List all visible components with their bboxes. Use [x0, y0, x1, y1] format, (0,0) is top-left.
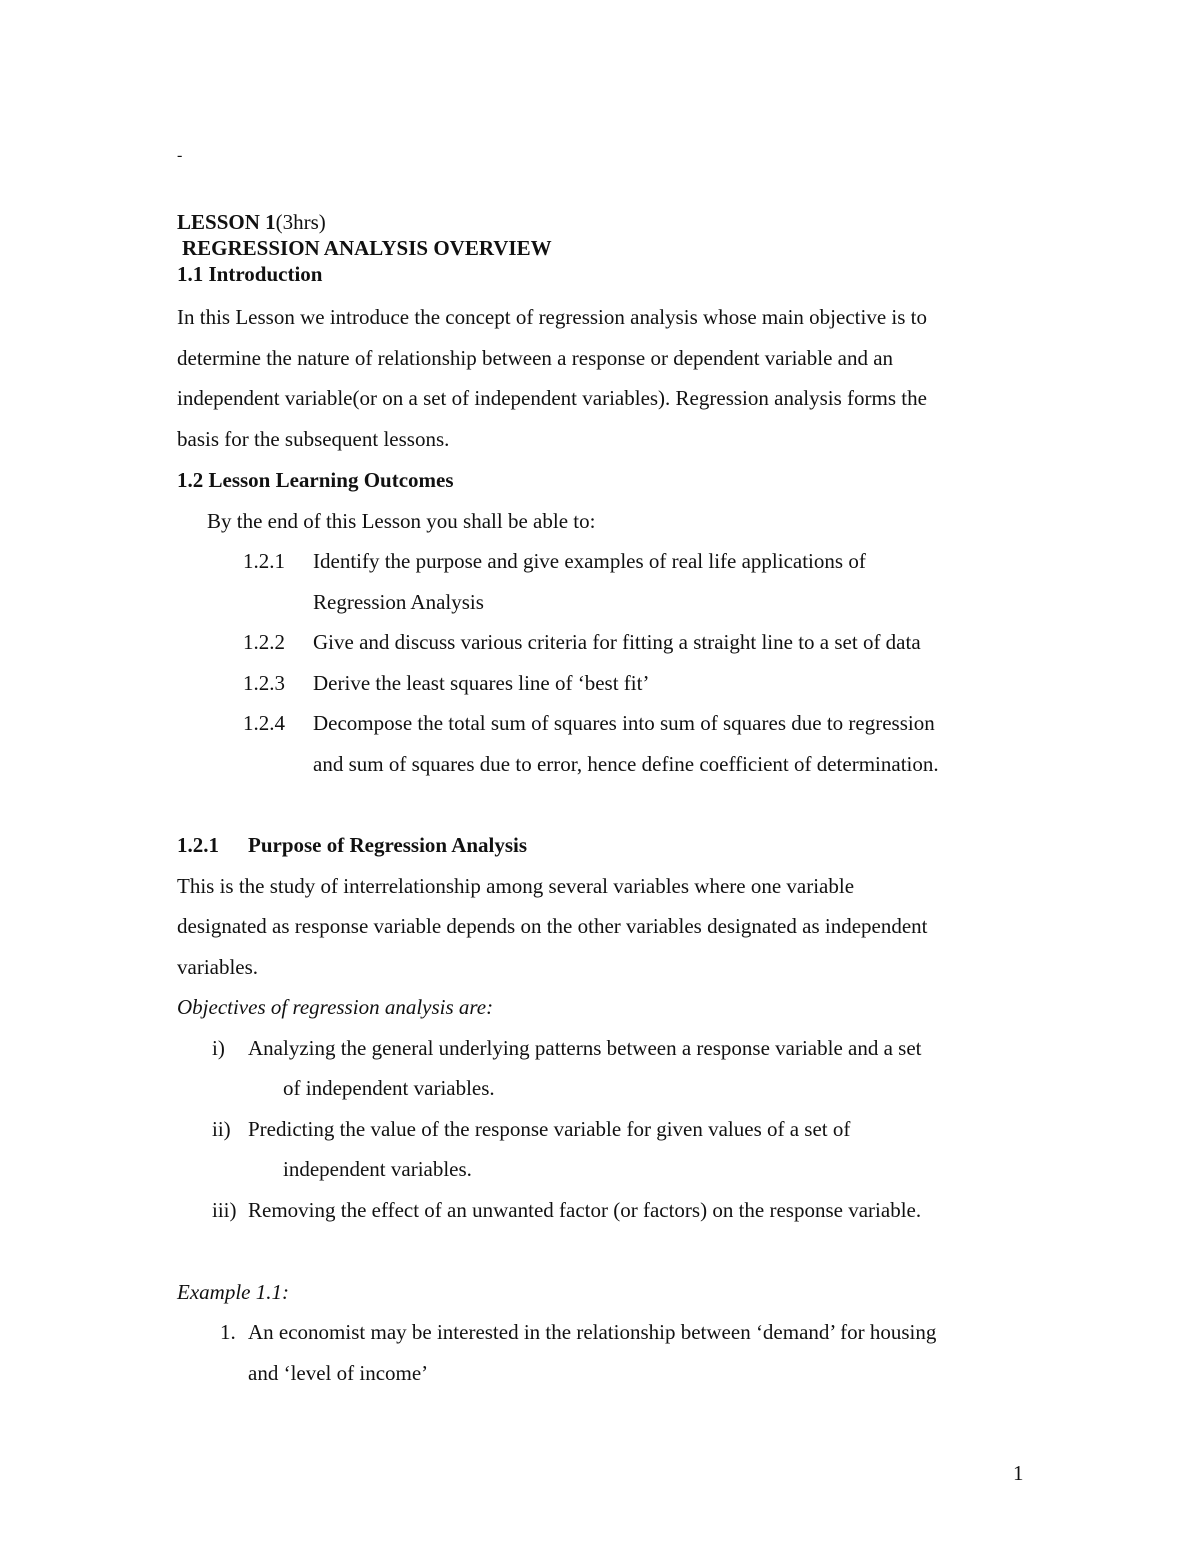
example-heading: Example 1.1:: [177, 1280, 289, 1304]
lesson-title: REGRESSION ANALYSIS OVERVIEW: [182, 236, 552, 260]
lesson-label: LESSON 1: [177, 210, 276, 234]
purpose-heading-num: 1.2.1: [177, 833, 219, 857]
outcome-text-1a: Identify the purpose and give examples of real life applications of: [313, 549, 866, 573]
intro-line-4: basis for the subsequent lessons.: [177, 427, 450, 451]
objectives-heading: Objectives of regression analysis are:: [177, 995, 494, 1019]
outcome-num-2: 1.2.2: [243, 630, 285, 654]
purpose-line-1: This is the study of interrelationship among several variables where one variable: [177, 874, 855, 898]
outcome-text-4b: and sum of squares due to error, hence define coefficient of determination.: [313, 752, 939, 776]
outcomes-lead: By the end of this Lesson you shall be able to:: [207, 509, 596, 533]
objective-num-3: iii): [212, 1198, 237, 1222]
objective-text-1a: Analyzing the general underlying patterns between a response variable and a set: [248, 1036, 922, 1060]
objective-text-3: Removing the effect of an unwanted factor (or factors) on the response variable.: [248, 1198, 922, 1222]
outcome-num-3: 1.2.3: [243, 671, 285, 695]
example-text-1b: and ‘level of income’: [248, 1361, 429, 1385]
outcome-text-1b: Regression Analysis: [313, 590, 484, 614]
outcome-text-2: Give and discuss various criteria for fitting a straight line to a set of data: [313, 630, 921, 654]
intro-line-2: determine the nature of relationship between a response or dependent variable and an: [177, 346, 894, 370]
outcomes-heading: 1.2 Lesson Learning Outcomes: [177, 468, 454, 492]
objective-text-1b: of independent variables.: [283, 1076, 495, 1100]
purpose-line-2: designated as response variable depends on the other variables designated as independent: [177, 914, 928, 938]
objective-text-2b: independent variables.: [283, 1157, 472, 1181]
top-mark: -: [177, 147, 183, 164]
page-number: 1: [1013, 1461, 1024, 1485]
outcome-text-3: Derive the least squares line of ‘best fit’: [313, 671, 650, 695]
objective-num-2: ii): [212, 1117, 231, 1141]
intro-line-3: independent variable(or on a set of independent variables). Regression analysis forms the: [177, 386, 927, 410]
example-num-1: 1.: [220, 1320, 236, 1344]
objective-text-2a: Predicting the value of the response variable for given values of a set of: [248, 1117, 851, 1141]
outcome-text-4a: Decompose the total sum of squares into sum of squares due to regression: [313, 711, 935, 735]
outcome-num-4: 1.2.4: [243, 711, 285, 735]
lesson-duration: (3hrs): [275, 210, 326, 234]
example-text-1a: An economist may be interested in the relationship between ‘demand’ for housing: [248, 1320, 937, 1344]
outcome-num-1: 1.2.1: [243, 549, 285, 573]
objective-num-1: i): [212, 1036, 225, 1060]
intro-heading: 1.1 Introduction: [177, 262, 323, 286]
purpose-line-3: variables.: [177, 955, 259, 979]
intro-line-1: In this Lesson we introduce the concept of regression analysis whose main objective is to: [177, 305, 927, 329]
lesson-label-line: [177, 209, 326, 235]
purpose-heading-text: Purpose of Regression Analysis: [248, 833, 528, 857]
